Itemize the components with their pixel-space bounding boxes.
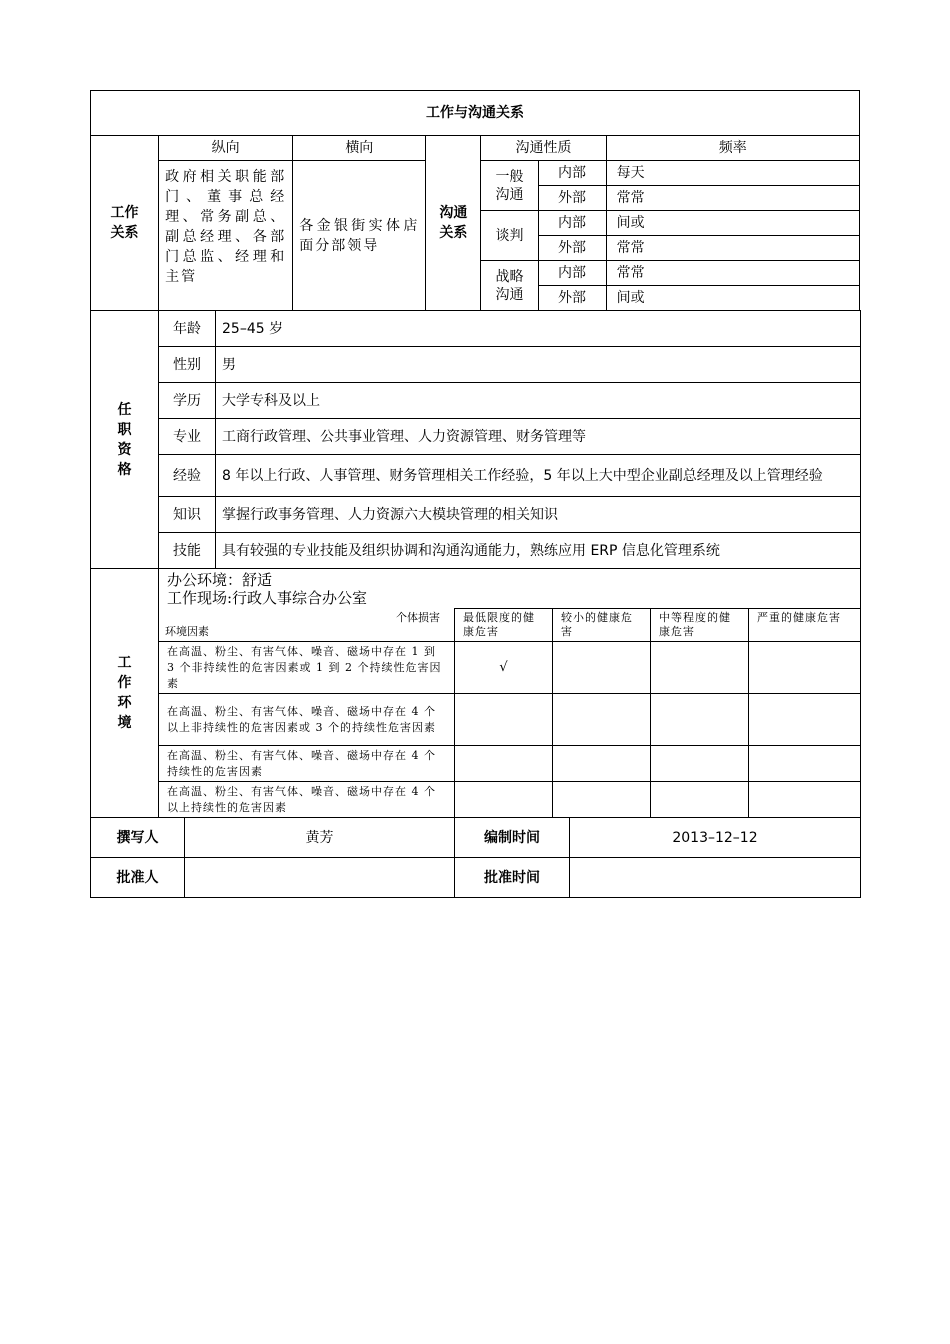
column-header-severe: 严重的健康危害 [749, 609, 861, 642]
frequency-cell: 常常 [606, 186, 859, 211]
corner-bottom-label: 环境因素 [165, 624, 209, 638]
comm-relation-label: 沟通 关系 [426, 136, 481, 311]
factor-row-2: 在高温、粉尘、有害气体、噪音、磁场中存在 4 个以上非持续性的危害因素或 3 个的持续性危害因素 [159, 694, 455, 746]
frequency-cell: 常常 [606, 236, 859, 261]
mark-cell [749, 782, 861, 818]
approve-date-label: 批准时间 [455, 858, 570, 898]
section-title: 工作与沟通关系 [91, 91, 860, 136]
qual-label-major: 专业 [159, 419, 216, 455]
scope-cell: 内部 [538, 211, 606, 236]
frequency-cell: 常常 [606, 261, 859, 286]
qualifications-label: 任 职 资 格 [91, 311, 159, 569]
qual-value-education: 大学专科及以上 [216, 383, 861, 419]
writer-value: 黄芳 [185, 818, 455, 858]
scope-cell: 内部 [538, 261, 606, 286]
mark-cell [553, 746, 651, 782]
mark-cell [651, 782, 749, 818]
mark-cell [749, 694, 861, 746]
qual-value-knowledge: 掌握行政事务管理、人力资源六大模块管理的相关知识 [216, 497, 861, 533]
qual-label-experience: 经验 [159, 455, 216, 497]
signoff-table [90, 817, 861, 898]
column-header-minimal: 最低限度的健康危害 [455, 609, 553, 642]
mark-cell: √ [455, 642, 553, 694]
work-relation-label: 工作 关系 [91, 136, 159, 311]
qual-value-gender: 男 [216, 347, 861, 383]
communication-table [90, 90, 860, 311]
factor-row-1: 在高温、粉尘、有害气体、噪音、磁场中存在 1 到 3 个非持续性的危害因素或 1 到 2 个持续性危害因素 [159, 642, 455, 694]
corner-top-label: 个体损害 [396, 610, 440, 624]
qual-label-education: 学历 [159, 383, 216, 419]
comm-type-strategic: 战略 沟通 [481, 261, 538, 311]
scope-cell: 内部 [538, 161, 606, 186]
scope-cell: 外部 [538, 236, 606, 261]
date-label: 编制时间 [455, 818, 570, 858]
writer-label: 撰写人 [91, 818, 185, 858]
scope-cell: 外部 [538, 286, 606, 311]
qual-label-knowledge: 知识 [159, 497, 216, 533]
factor-row-4: 在高温、粉尘、有害气体、噪音、磁场中存在 4 个以上持续性的危害因素 [159, 782, 455, 818]
date-value: 2013–12–12 [570, 818, 861, 858]
qual-value-skills: 具有较强的专业技能及组织协调和沟通沟通能力，熟练应用 ERP 信息化管理系统 [216, 533, 861, 569]
work-site: 工作现场:行政人事综合办公室 [167, 588, 368, 607]
mark-cell [553, 782, 651, 818]
mark-cell [749, 746, 861, 782]
qual-label-age: 年龄 [159, 311, 216, 347]
qualifications-table [90, 310, 861, 569]
job-description-sheet [90, 90, 860, 898]
environment-label: 工 作 环 境 [91, 569, 159, 818]
mark-cell [455, 782, 553, 818]
mark-cell [455, 746, 553, 782]
approver-value [185, 858, 455, 898]
horizontal-header: 横向 [293, 136, 426, 161]
mark-cell [553, 642, 651, 694]
column-header-moderate: 中等程度的健康危害 [651, 609, 749, 642]
mark-cell [455, 694, 553, 746]
qual-label-gender: 性别 [159, 347, 216, 383]
column-header-minor: 较小的健康危害 [553, 609, 651, 642]
frequency-cell: 每天 [606, 161, 859, 186]
nature-header: 沟通性质 [481, 136, 606, 161]
scope-cell: 外部 [538, 186, 606, 211]
frequency-cell: 间或 [606, 211, 859, 236]
horizontal-content: 各金银街实体店面分部领导 [293, 161, 426, 311]
approve-date-value [570, 858, 861, 898]
factor-row-3: 在高温、粉尘、有害气体、噪音、磁场中存在 4 个持续性的危害因素 [159, 746, 455, 782]
mark-cell [553, 694, 651, 746]
environment-table [90, 568, 861, 818]
vertical-header: 纵向 [159, 136, 293, 161]
approver-label: 批准人 [91, 858, 185, 898]
qual-value-age: 25–45 岁 [216, 311, 861, 347]
matrix-corner-header [159, 609, 455, 642]
mark-cell [651, 694, 749, 746]
mark-cell [651, 642, 749, 694]
frequency-cell: 间或 [606, 286, 859, 311]
vertical-content: 政府相关职能部门、董事总经理、常务副总、副总经理、各部门总监、经理和主管 [159, 161, 293, 311]
qual-value-major: 工商行政管理、公共事业管理、人力资源管理、财务管理等 [216, 419, 861, 455]
mark-cell [651, 746, 749, 782]
frequency-header: 频率 [606, 136, 859, 161]
qual-value-experience: 8 年以上行政、人事管理、财务管理相关工作经验，5 年以上大中型企业副总经理及以上管理经验 [216, 455, 861, 497]
comm-type-general: 一般 沟通 [481, 161, 538, 211]
qual-label-skills: 技能 [159, 533, 216, 569]
office-environment: 办公环境：舒适 [167, 570, 273, 589]
mark-cell [749, 642, 861, 694]
comm-type-negotiation: 谈判 [481, 211, 538, 261]
